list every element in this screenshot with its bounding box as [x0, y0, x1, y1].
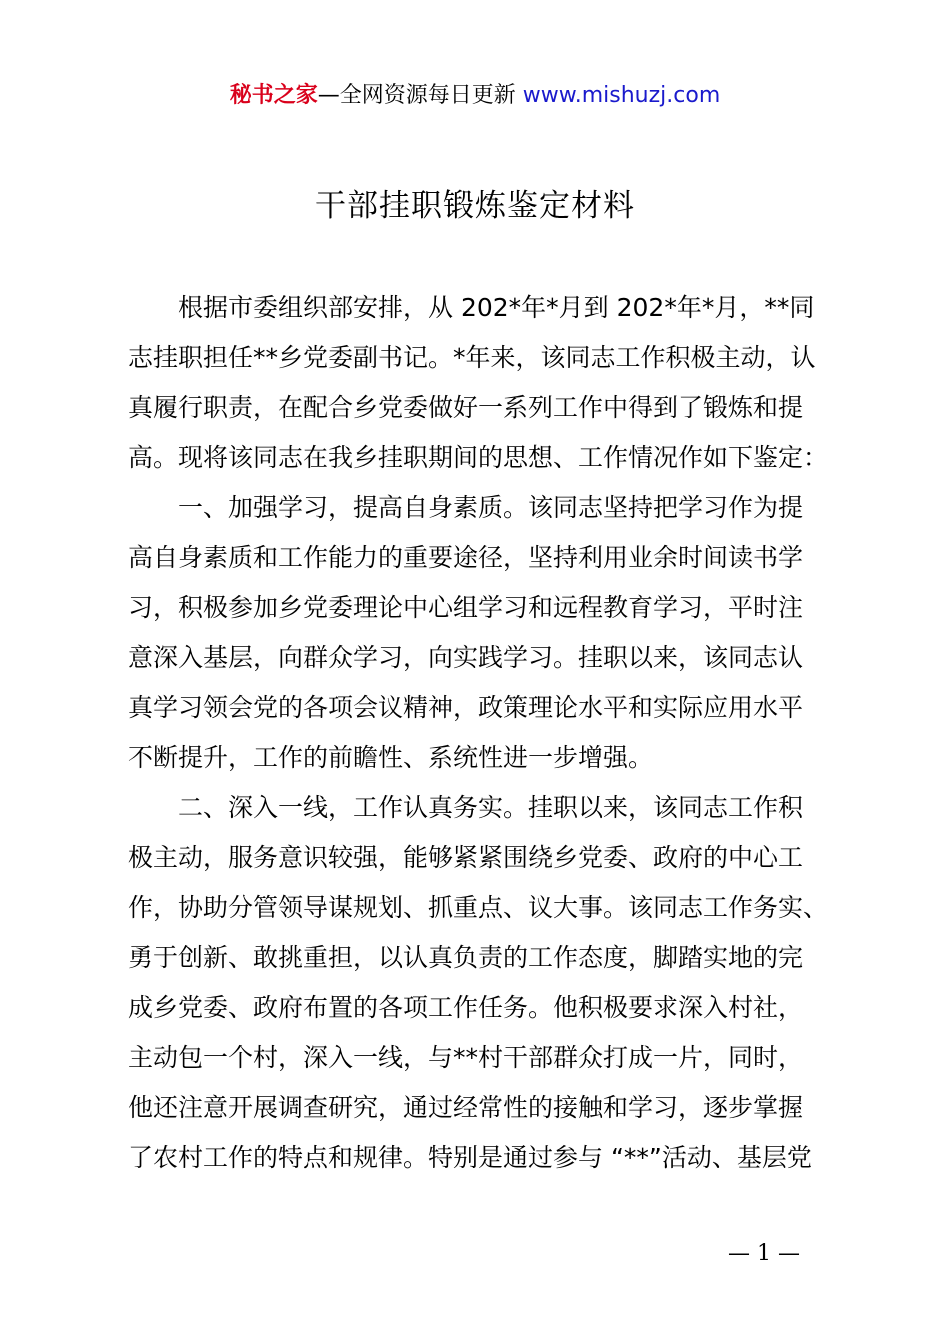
brand-name: 秘书之家 [229, 83, 318, 108]
document-title: 干部挂职锻炼鉴定材料 [315, 188, 635, 224]
document-body [128, 283, 838, 1183]
body-line: 根据市委组织部安排，从 202*年*月到 202*年*月，**同 [178, 293, 815, 322]
body-line: 他还注意开展调查研究，通过经常性的接触和学习，逐步掌握 [128, 1093, 804, 1122]
body-line: 成乡党委、政府布置的各项工作任务。他积极要求深入村社， [128, 993, 804, 1022]
body-line: 了农村工作的特点和规律。特别是通过参与 “**”活动、基层党 [128, 1143, 812, 1172]
body-line: 真履行职责，在配合乡党委做好一系列工作中得到了锻炼和提 [128, 393, 804, 422]
body-line: 作，协助分管领导谋规划、抓重点、议大事。该同志工作务实、 [128, 893, 829, 922]
site-url-link[interactable]: www.mishuzj.com [522, 83, 721, 108]
body-line: 真学习领会党的各项会议精神，政策理论水平和实际应用水平 [128, 693, 804, 722]
body-line: 习，积极参加乡党委理论中心组学习和远程教育学习，平时注 [128, 593, 804, 622]
site-header [0, 80, 950, 112]
body-line: 极主动，服务意识较强，能够紧紧围绕乡党委、政府的中心工 [128, 843, 804, 872]
section-heading-line: 一、加强学习，提高自身素质。该同志坚持把学习作为提 [178, 493, 804, 522]
body-line: 不断提升，工作的前瞻性、系统性进一步增强。 [128, 743, 654, 772]
body-line: 高自身素质和工作能力的重要途径，坚持利用业余时间读书学 [128, 543, 804, 572]
body-line: 勇于创新、敢挑重担，以认真负责的工作态度，脚踏实地的完 [128, 943, 804, 972]
body-line: 志挂职担任**乡党委副书记。*年来，该同志工作积极主动，认 [128, 343, 816, 372]
body-line: 主动包一个村，深入一线，与**村干部群众打成一片，同时， [128, 1043, 804, 1072]
header-tagline: —全网资源每日更新 [317, 83, 516, 108]
body-line: 意深入基层，向群众学习，向实践学习。挂职以来，该同志认 [128, 643, 804, 672]
body-line: 高。现将该同志在我乡挂职期间的思想、工作情况作如下鉴定： [128, 443, 829, 472]
page-number: — 1 — [728, 1241, 800, 1266]
section-heading-line: 二、深入一线，工作认真务实。挂职以来，该同志工作积 [178, 793, 804, 822]
